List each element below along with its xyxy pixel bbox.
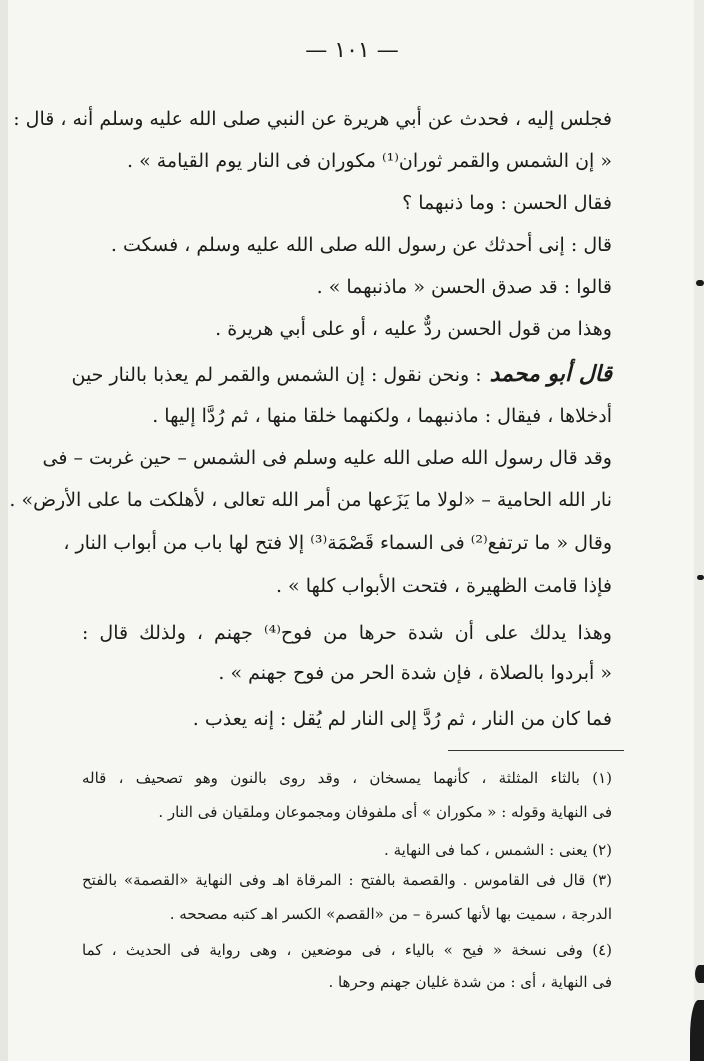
scan-mark: [696, 280, 704, 286]
text-line: « أبردوا بالصلاة ، فإن شدة الحر من فوح جهنم » .: [218, 662, 612, 684]
footnote-line: فى النهاية وقوله : « مكوران » أى ملفوفان ومجموعان وملقيان فى النار .: [158, 803, 612, 821]
text-span: : ونحن نقول : إن الشمس والقمر لم يعذبا بالنار حين: [71, 364, 482, 386]
scan-mark: [695, 965, 704, 983]
text-line: نار الله الحامية – «لولا ما يَزَعها من أمر الله تعالى ، لأهلكت ما على الأرض» .: [9, 489, 612, 511]
footnote-line: (٤) وفى نسخة « فيح » بالياء ، فى موضعين ، وهى رواية فى الحديث ، كما: [82, 941, 612, 959]
text-line: وهذا يدلك على أن شدة حرها من فوح⁽⁴⁾ جهنم ، ولذلك قال :: [82, 622, 612, 644]
footnote-line: (٢) يعنى : الشمس ، كما فى النهاية .: [384, 841, 612, 859]
section-heading: قال أبو محمد: [489, 362, 612, 387]
text-line: وهذا من قول الحسن ردٌّ عليه ، أو على أبي هريرة .: [215, 318, 612, 340]
text-line: وقد قال رسول الله صلى الله عليه وسلم فى الشمس – حين غربت – فى: [42, 447, 612, 469]
text-line: فجلس إليه ، فحدث عن أبي هريرة عن النبي صلى الله عليه وسلم أنه ، قال :: [13, 108, 612, 130]
footnote-line: فى النهاية ، أى : من شدة غليان جهنم وحرها .: [328, 973, 612, 991]
footnote-line: (١) بالثاء المثلثة ، كأنهما يمسخان ، وقد روى بالنون وهو تصحيف ، قاله: [82, 769, 612, 787]
text-line-with-heading: [71, 360, 612, 390]
text-line: فما كان من النار ، ثم رُدَّ إلى النار لم يُقل : إنه يعذب .: [192, 708, 612, 730]
scan-mark: [697, 575, 704, 580]
footnote-line: (٣) قال فى القاموس . والقصمة بالفتح : المرقاة اهـ وفى النهاية «القصمة» بالفتح: [82, 871, 612, 889]
scan-mark: [690, 1000, 704, 1061]
text-line: فإذا قامت الظهيرة ، فتحت الأبواب كلها » .: [275, 575, 612, 597]
text-line: قال : إنى أحدثك عن رسول الله صلى الله عليه وسلم ، فسكت .: [110, 234, 612, 256]
text-line: وقال « ما ترتفع⁽²⁾ فى السماء قَصْمَة⁽³⁾ إلا فتح لها باب من أبواب النار ،: [63, 532, 612, 554]
page-left-edge: [0, 0, 8, 1061]
footnote-divider: [448, 750, 624, 751]
page-right-edge: [694, 0, 704, 1061]
text-line: أدخلاها ، فيقال : ماذنبهما ، ولكنهما خلقا منها ، ثم رُدَّا إليها .: [152, 405, 612, 427]
page-number: — ١٠١ —: [305, 38, 399, 63]
text-line: فقال الحسن : وما ذنبهما ؟: [402, 192, 612, 214]
footnote-line: الدرجة ، سميت بها لأنها كسرة – من «القصم» الكسر اهـ كتبه مصححه .: [169, 905, 612, 923]
text-line: « إن الشمس والقمر ثوران⁽¹⁾ مكوران فى النار يوم القيامة » .: [127, 150, 612, 172]
text-line: قالوا : قد صدق الحسن « ماذنبهما » .: [316, 276, 612, 298]
